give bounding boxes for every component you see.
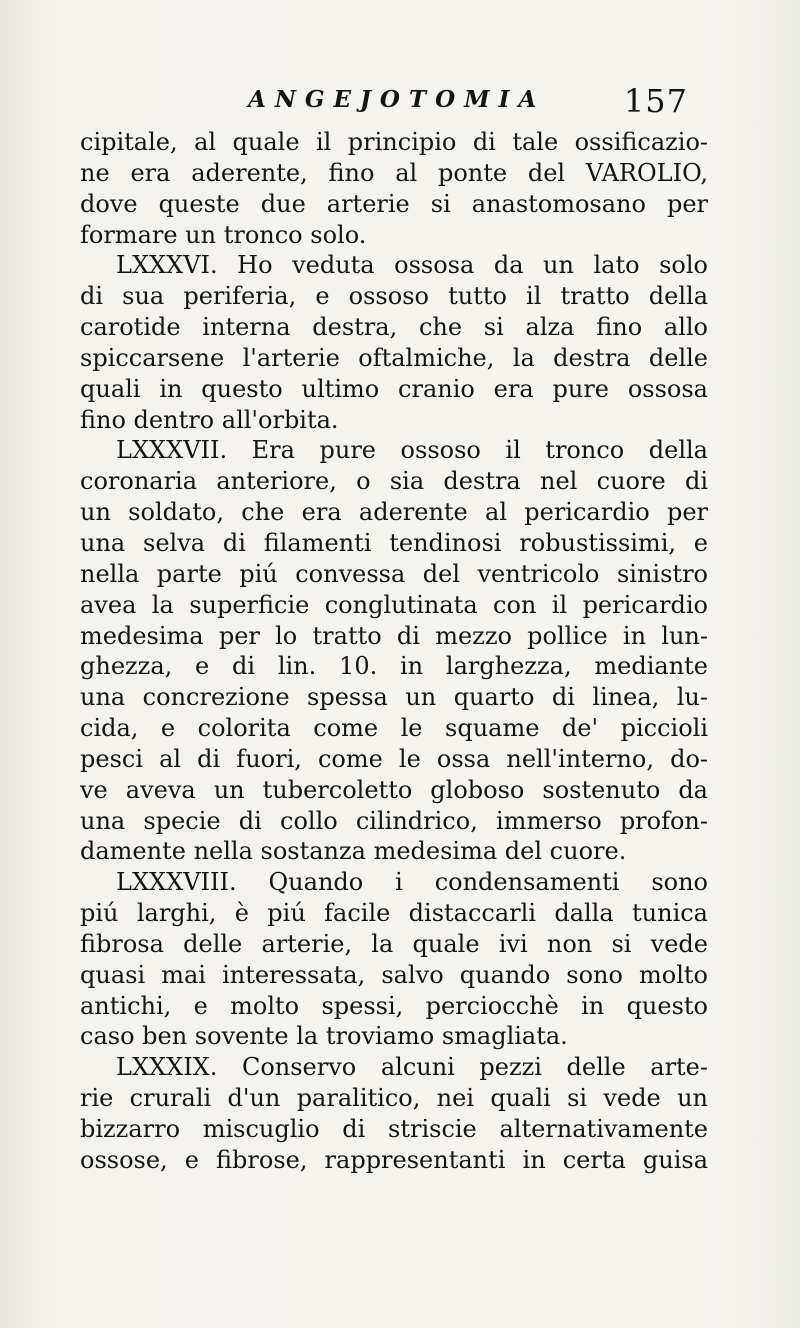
text-line: una selva di filamenti tendinosi robustissimi, e	[80, 528, 708, 557]
text-line: formare un tronco solo.	[80, 220, 367, 249]
text-line: ve aveva un tubercoletto globoso sostenuto da	[80, 775, 708, 804]
text-line: fino dentro all'orbita.	[80, 405, 339, 434]
text-line: di sua periferia, e ossoso tutto il tratto della	[80, 282, 708, 311]
text-line: LXXXVI. Ho veduta ossosa da un lato solo	[116, 251, 708, 280]
text-line: un soldato, che era aderente al pericardio per	[80, 498, 708, 527]
text-line: damente nella sostanza medesima del cuore.	[80, 837, 627, 866]
text-line: fibrosa delle arterie, la quale ivi non si vede	[80, 929, 708, 958]
text-line: LXXXIX. Conservo alcuni pezzi delle arte-	[116, 1053, 708, 1082]
body-text	[80, 127, 708, 1176]
text-line: LXXXVIII. Quando i condensamenti sono	[116, 868, 708, 897]
text-line: cida, e colorita come le squame de' piccioli	[80, 714, 708, 743]
text-line: ne era aderente, fino al ponte del VAROLIO,	[80, 158, 708, 187]
text-line: spiccarsene l'arterie oftalmiche, la destra delle	[80, 343, 708, 372]
text-line: quali in questo ultimo cranio era pure ossosa	[80, 374, 708, 403]
text-line: carotide interna destra, che si alza fino allo	[80, 313, 708, 342]
text-line: antichi, e molto spessi, perciocchè in questo	[80, 991, 708, 1020]
text-line: nella parte piú convessa del ventricolo sinistro	[80, 559, 708, 588]
text-line: una specie di collo cilindrico, immerso profon-	[80, 806, 708, 835]
text-line: piú larghi, è piú facile distaccarli dalla tunica	[80, 899, 708, 928]
text-line: una concrezione spessa un quarto di linea, lu-	[80, 683, 708, 712]
page-header	[248, 82, 688, 122]
text-line: LXXXVII. Era pure ossoso il tronco della	[116, 436, 708, 465]
text-line: rie crurali d'un paralitico, nei quali si vede un	[80, 1084, 708, 1113]
text-line: ghezza, e di lin. 10. in larghezza, mediante	[80, 652, 708, 681]
text-line: bizzarro miscuglio di striscie alternativamente	[80, 1115, 708, 1143]
text-line: pesci al di fuori, come le ossa nell'interno, do-	[80, 744, 708, 773]
text-line: ossose, e fibrose, rappresentanti in certa guisa	[80, 1145, 708, 1174]
text-line: medesima per lo tratto di mezzo pollice in lun-	[80, 621, 708, 650]
text-line: quasi mai interessata, salvo quando sono molto	[80, 960, 708, 989]
text-line: cipitale, al quale il principio di tale ossificazio-	[80, 128, 708, 156]
text-line: caso ben sovente la troviamo smagliata.	[80, 1022, 568, 1051]
text-line: dove queste due arterie si anastomosano per	[80, 189, 708, 218]
running-title: ANGEJOTOMIA	[248, 86, 546, 113]
page-number: 157	[623, 82, 688, 120]
text-line: coronaria anteriore, o sia destra nel cuore di	[80, 467, 708, 496]
text-line: avea la superficie conglutinata con il pericardio	[80, 590, 708, 619]
